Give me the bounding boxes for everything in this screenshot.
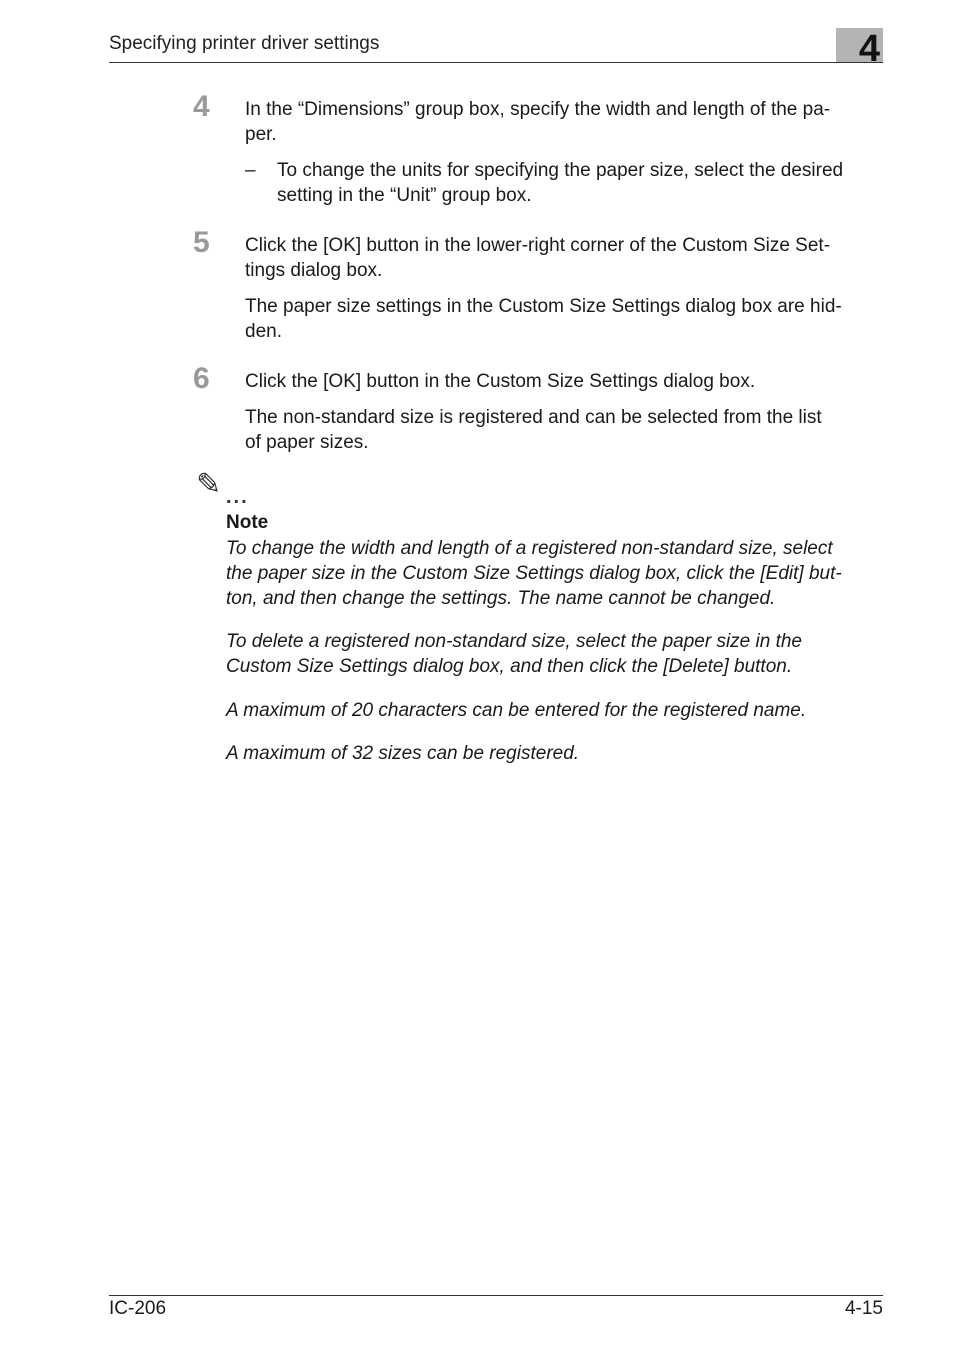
chapter-tab	[836, 28, 883, 70]
text-line: The non-standard size is registered and can be selected from the list	[245, 407, 822, 428]
text-line: To delete a registered non-standard size, select the paper size in the	[226, 631, 802, 652]
step-instruction	[245, 97, 885, 147]
text-line: the paper size in the Custom Size Settings dialog box, click the [Edit] but-	[226, 563, 842, 584]
step-instruction	[245, 369, 885, 394]
dash-bullet: –	[245, 160, 256, 181]
note-paragraph	[226, 698, 886, 723]
note-paragraph	[226, 629, 886, 679]
text-line: of paper sizes.	[245, 432, 369, 453]
note-title: Note	[226, 512, 269, 533]
header-divider	[109, 62, 883, 63]
step-number: 4	[193, 90, 210, 123]
text-line: Custom Size Settings dialog box, and then click the [Delete] button.	[226, 656, 793, 677]
text-line: A maximum of 32 sizes can be registered.	[226, 743, 580, 764]
footer-page-number: 4-15	[844, 1298, 883, 1319]
step-number: 5	[193, 226, 210, 259]
note-paragraph	[226, 741, 886, 766]
footer-model: IC-206	[109, 1298, 167, 1319]
text-line: To change the width and length of a registered non-standard size, select	[226, 538, 833, 559]
step-number: 6	[193, 362, 210, 395]
step-result	[245, 294, 885, 344]
text-line: per.	[245, 124, 277, 145]
text-line: Click the [OK] button in the lower-right corner of the Custom Size Set-	[245, 235, 831, 256]
step-result	[245, 405, 885, 455]
note-paragraph	[226, 536, 886, 611]
text-line: The paper size settings in the Custom Size Settings dialog box are hid-	[245, 296, 842, 317]
text-line: den.	[245, 321, 282, 342]
text-line: To change the units for specifying the paper size, select the desired	[277, 160, 844, 181]
chapter-number: 4	[858, 28, 880, 70]
text-line: tings dialog box.	[245, 260, 383, 281]
step-instruction	[245, 233, 885, 283]
footer-divider	[109, 1295, 883, 1296]
text-line: setting in the “Unit” group box.	[277, 185, 532, 206]
pencil-icon: ✎	[196, 468, 222, 501]
header-title: Specifying printer driver settings	[109, 33, 380, 54]
text-line: In the “Dimensions” group box, specify the width and length of the pa-	[245, 99, 831, 120]
text-line: ton, and then change the settings. The name cannot be changed.	[226, 588, 776, 609]
text-line: A maximum of 20 characters can be entered for the registered name.	[226, 700, 807, 721]
text-line: Click the [OK] button in the Custom Size Settings dialog box.	[245, 371, 756, 392]
step-sub-instruction	[277, 158, 887, 208]
note-dots: ...	[226, 486, 249, 508]
